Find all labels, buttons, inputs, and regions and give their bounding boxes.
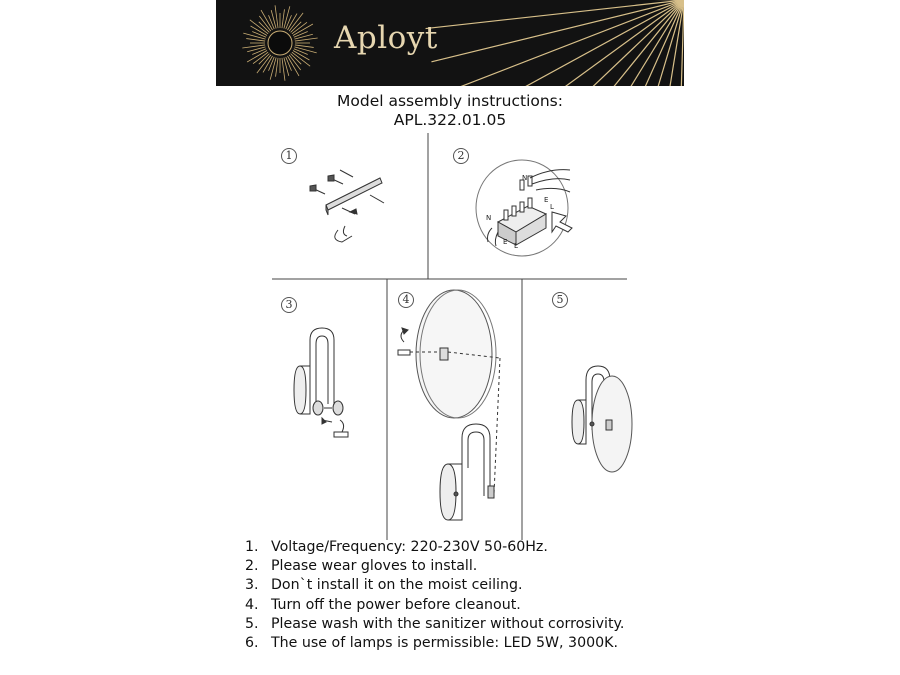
list-item: 4. Turn off the power before cleanout. bbox=[245, 596, 521, 613]
wire-label-n: N bbox=[522, 174, 528, 182]
list-item: 1. Voltage/Frequency: 220-230V 50-60Hz. bbox=[245, 539, 548, 555]
model-number: APL.322.01.05 bbox=[393, 111, 507, 129]
step-marker-5: 5 bbox=[552, 292, 568, 308]
step-marker-2: 2 bbox=[453, 148, 469, 164]
step-marker-1: 1 bbox=[281, 148, 297, 164]
list-item: 5. Please wash with the sanitizer without corrosivity. bbox=[245, 615, 625, 632]
wire-label-l: L bbox=[550, 203, 554, 211]
disc-attachment-icon bbox=[398, 290, 500, 520]
list-item: 6. The use of lamps is permissible: LED 5W, 3000K. bbox=[245, 635, 618, 652]
wire-label-e: E bbox=[544, 196, 549, 204]
step-marker-3: 3 bbox=[281, 297, 297, 313]
instruction-notes-list bbox=[245, 538, 624, 653]
list-item: 2. Please wear gloves to install. bbox=[245, 558, 478, 575]
step-marker-4: 4 bbox=[398, 292, 414, 308]
arm-mounting-icon bbox=[294, 328, 348, 437]
wire-label-n-2: N bbox=[486, 214, 492, 222]
wall-bracket-screws-icon bbox=[310, 170, 384, 242]
wire-terminal-block-icon bbox=[476, 160, 572, 256]
assembled-lamp-icon bbox=[572, 366, 632, 472]
wire-label-l-2: L bbox=[514, 242, 518, 250]
list-item: 3. Don`t install it on the moist ceiling. bbox=[245, 577, 523, 594]
wire-label-e-2: E bbox=[503, 238, 508, 246]
instructions-title: Model assembly instructions: bbox=[337, 92, 563, 110]
brand-logo-text: Aployt bbox=[334, 20, 438, 56]
